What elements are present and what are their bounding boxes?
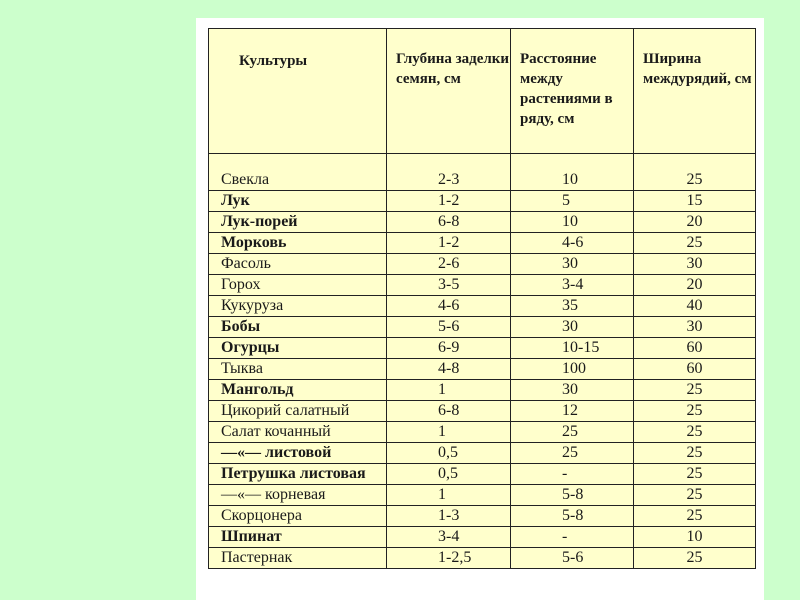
distance-cell: 3-4 [511, 275, 634, 296]
crop-name-cell: Фасоль [209, 254, 387, 275]
crop-name-cell: Морковь [209, 233, 387, 254]
width-cell: 20 [634, 212, 756, 233]
width-cell: 20 [634, 275, 756, 296]
table-row [209, 548, 756, 569]
width-cell: 10 [634, 527, 756, 548]
crop-name-cell: Лук [209, 191, 387, 212]
table-row [209, 338, 756, 359]
depth-cell: 6-8 [387, 401, 511, 422]
table-row [209, 170, 756, 191]
distance-cell: 10-15 [511, 338, 634, 359]
distance-cell: 5-8 [511, 485, 634, 506]
distance-cell: 5-6 [511, 548, 634, 569]
distance-cell: 100 [511, 359, 634, 380]
crop-name-cell: Лук-порей [209, 212, 387, 233]
width-cell: 60 [634, 338, 756, 359]
distance-cell: 30 [511, 380, 634, 401]
depth-cell: 1 [387, 422, 511, 443]
distance-cell: 25 [511, 422, 634, 443]
width-cell: 25 [634, 485, 756, 506]
depth-cell: 6-8 [387, 212, 511, 233]
distance-cell: 25 [511, 443, 634, 464]
depth-cell: 4-6 [387, 296, 511, 317]
depth-cell: 2-3 [387, 170, 511, 191]
width-cell: 40 [634, 296, 756, 317]
width-cell: 30 [634, 317, 756, 338]
table-row [209, 212, 756, 233]
depth-cell: 1-2,5 [387, 548, 511, 569]
table-row [209, 233, 756, 254]
width-cell: 25 [634, 422, 756, 443]
table-row [209, 527, 756, 548]
header-distance: Расстояние между растениями в ряду, см [511, 29, 634, 154]
crop-name-cell: Петрушка листовая [209, 464, 387, 485]
table-row [209, 401, 756, 422]
width-cell: 25 [634, 401, 756, 422]
crop-name-cell: Мангольд [209, 380, 387, 401]
table-spacer-row [209, 154, 756, 171]
table-row [209, 296, 756, 317]
crop-name-cell: Горох [209, 275, 387, 296]
crop-name-cell: Свекла [209, 170, 387, 191]
width-cell: 25 [634, 170, 756, 191]
table-row [209, 254, 756, 275]
depth-cell: 1 [387, 380, 511, 401]
depth-cell: 4-8 [387, 359, 511, 380]
crop-name-cell: Тыква [209, 359, 387, 380]
distance-cell: 35 [511, 296, 634, 317]
depth-cell: 5-6 [387, 317, 511, 338]
distance-cell: 10 [511, 170, 634, 191]
header-width: Ширина междурядий, см [634, 29, 756, 154]
table-body [209, 154, 756, 569]
crop-name-cell: —«— корневая [209, 485, 387, 506]
table-row [209, 191, 756, 212]
distance-cell: - [511, 527, 634, 548]
crop-name-cell: —«— листовой [209, 443, 387, 464]
width-cell: 25 [634, 233, 756, 254]
width-cell: 25 [634, 443, 756, 464]
width-cell: 15 [634, 191, 756, 212]
distance-cell: 30 [511, 254, 634, 275]
crop-name-cell: Скорцонера [209, 506, 387, 527]
width-cell: 30 [634, 254, 756, 275]
depth-cell: 1-2 [387, 191, 511, 212]
table-row [209, 506, 756, 527]
depth-cell: 1-2 [387, 233, 511, 254]
table-row [209, 485, 756, 506]
depth-cell: 2-6 [387, 254, 511, 275]
header-crop: Культуры [209, 29, 387, 154]
width-cell: 25 [634, 548, 756, 569]
table-header-row [209, 29, 756, 154]
crop-name-cell: Салат кочанный [209, 422, 387, 443]
distance-cell: 4-6 [511, 233, 634, 254]
width-cell: 25 [634, 506, 756, 527]
depth-cell: 1 [387, 485, 511, 506]
distance-cell: 30 [511, 317, 634, 338]
table-row [209, 275, 756, 296]
width-cell: 25 [634, 380, 756, 401]
width-cell: 60 [634, 359, 756, 380]
crop-name-cell: Кукуруза [209, 296, 387, 317]
depth-cell: 0,5 [387, 443, 511, 464]
depth-cell: 0,5 [387, 464, 511, 485]
distance-cell: 5 [511, 191, 634, 212]
depth-cell: 1-3 [387, 506, 511, 527]
depth-cell: 3-4 [387, 527, 511, 548]
crop-name-cell: Цикорий салатный [209, 401, 387, 422]
table-row [209, 464, 756, 485]
table-row [209, 317, 756, 338]
table-row [209, 422, 756, 443]
width-cell: 25 [634, 464, 756, 485]
crop-name-cell: Пастернак [209, 548, 387, 569]
table-row [209, 443, 756, 464]
crop-name-cell: Бобы [209, 317, 387, 338]
header-depth: Глубина заделки семян, см [387, 29, 511, 154]
depth-cell: 3-5 [387, 275, 511, 296]
crop-name-cell: Огурцы [209, 338, 387, 359]
crop-sowing-table [208, 28, 756, 569]
crop-name-cell: Шпинат [209, 527, 387, 548]
distance-cell: 10 [511, 212, 634, 233]
distance-cell: 5-8 [511, 506, 634, 527]
table-row [209, 359, 756, 380]
distance-cell: - [511, 464, 634, 485]
table-row [209, 380, 756, 401]
depth-cell: 6-9 [387, 338, 511, 359]
distance-cell: 12 [511, 401, 634, 422]
